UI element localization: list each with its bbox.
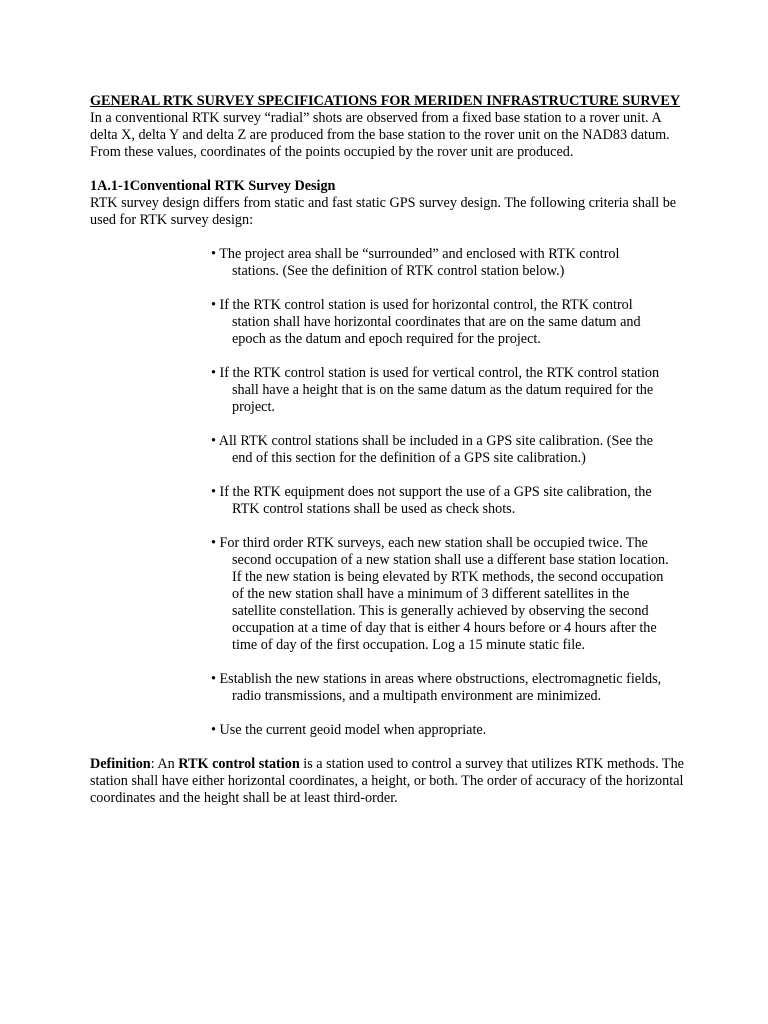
- definition-term: RTK control station: [178, 756, 300, 772]
- definition-text: is a station used to control a survey that utilizes RTK methods. The station shall have either horizontal coordinates, a height, or both. The order of accuracy of the horizontal coordinates and the height shall be at least third-order.: [90, 756, 684, 806]
- list-item-text: For third order RTK surveys, each new station shall be occupied twice. The second occupation of a new station shall use a different base station location. If the new station is being elevated by RTK methods, the second occupation of the new station shall have a minimum of 3 different satellites in the satellite constellation. This is generally achieved by observing the second occupation at a time of day that is either 4 hours before or 4 hours after the time of day of the first occupation. Log a 15 minute static file.: [219, 535, 669, 653]
- criteria-list: [90, 246, 669, 739]
- bullet-icon: •: [211, 484, 216, 500]
- list-item-text: The project area shall be “surrounded” and enclosed with RTK control stations. (See the definition of RTK control station below.): [219, 246, 620, 279]
- bullet-icon: •: [211, 535, 216, 551]
- bullet-icon: •: [211, 671, 216, 687]
- definition-colon: : An: [150, 756, 179, 772]
- list-item-text: Use the current geoid model when appropriate.: [219, 722, 487, 738]
- bullet-icon: •: [211, 722, 216, 738]
- list-item: [211, 433, 669, 467]
- bullet-icon: •: [211, 246, 216, 262]
- definition-paragraph: [90, 756, 690, 807]
- list-item-text: If the RTK control station is used for vertical control, the RTK control station shall have a height that is on the same datum as the datum required for the project.: [219, 365, 660, 415]
- list-item: [211, 297, 669, 348]
- list-item-text: If the RTK equipment does not support the use of a GPS site calibration, the RTK control stations shall be used as check shots.: [219, 484, 652, 517]
- list-item-text: If the RTK control station is used for horizontal control, the RTK control station shall have horizontal coordinates that are on the same datum and epoch as the datum and epoch required for the project.: [219, 297, 641, 347]
- list-item: [211, 535, 669, 654]
- list-item: [211, 365, 669, 416]
- list-item-text: Establish the new stations in areas where obstructions, electromagnetic fields, radio transmissions, and a multipath environment are minimized.: [219, 671, 662, 704]
- bullet-icon: •: [211, 433, 216, 449]
- section-intro-paragraph: RTK survey design differs from static and fast static GPS survey design. The following criteria shall be used for RTK survey design:: [90, 195, 677, 228]
- bullet-icon: •: [211, 365, 216, 381]
- document-page: [90, 93, 690, 807]
- intro-paragraph: In a conventional RTK survey “radial” shots are observed from a fixed base station to a rover unit. A delta X, delta Y and delta Z are produced from the base station to the rover unit on the NAD83 datum. From these values, coordinates of the points occupied by the rover unit are produced.: [90, 110, 670, 160]
- list-item: [211, 722, 669, 739]
- document-title: GENERAL RTK SURVEY SPECIFICATIONS FOR MERIDEN INFRASTRUCTURE SURVEY: [90, 93, 681, 109]
- list-item-text: All RTK control stations shall be included in a GPS site calibration. (See the end of this section for the definition of a GPS site calibration.): [218, 433, 653, 466]
- list-item: [211, 246, 669, 280]
- bullet-icon: •: [211, 297, 216, 313]
- section-heading: 1A.1-1Conventional RTK Survey Design: [90, 178, 336, 194]
- definition-label: Definition: [90, 756, 151, 772]
- list-item: [211, 671, 669, 705]
- list-item: [211, 484, 669, 518]
